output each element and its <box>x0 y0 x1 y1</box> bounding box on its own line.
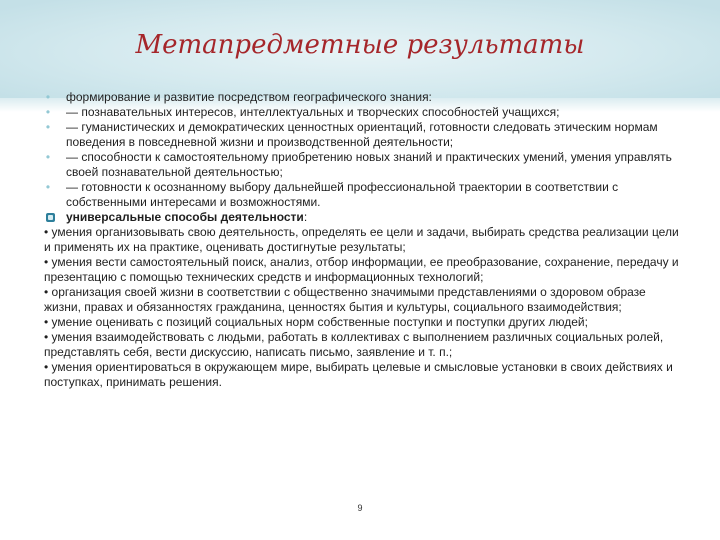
skill-item: • организация своей жизни в соответствии с общественно значимыми представлениями о здоровом образе жизни, правах и обязанностях гражданина, ценностях бытия и культуры, социального взаимодействия; <box>44 285 646 314</box>
skill-item: • умения ориентироваться в окружающем мире, выбирать целевые и смысловые установки в своих действиях и поступках, принимать решения. <box>44 360 673 389</box>
sub-item-text: — способности к самостоятельному приобретению новых знаний и практических умений, умения управлять своей познавательной деятельностью; <box>66 150 672 179</box>
intro-item <box>44 90 680 105</box>
section-heading-colon: : <box>303 210 308 224</box>
sub-item <box>44 105 680 120</box>
skill-item: • умения взаимодействовать с людьми, работать в коллективах с выполнением различных социальных ролей, представлять себя, вести дискуссию, написать письмо, заявление и т. п.; <box>44 330 664 359</box>
bullet-icon: • <box>45 120 51 134</box>
skill-item: • умение оценивать с позиций социальных норм собственные поступки и поступки других людей; <box>44 315 588 329</box>
slide-title: Метапредметные результаты <box>135 30 585 60</box>
intro-text: формирование и развитие посредством географического знания: <box>66 90 432 104</box>
bullet-icon: • <box>45 90 51 104</box>
sub-item-text: — познавательных интересов, интеллектуальных и творческих способностей учащихся; <box>66 105 560 119</box>
sub-item <box>44 180 680 210</box>
sub-item <box>44 120 680 150</box>
sub-item-text: — готовности к осознанному выбору дальнейшей профессиональной траектории в соответствии с собственными интересами и возможностями. <box>66 180 619 209</box>
bullet-icon: • <box>45 180 51 194</box>
sub-item <box>44 150 680 180</box>
bullet-icon: • <box>45 150 51 164</box>
section-heading-text: универсальные способы деятельности <box>66 210 304 224</box>
bullet-icon: • <box>45 105 51 119</box>
checkbox-bullet-icon <box>46 213 55 222</box>
page-number: 9 <box>357 503 363 513</box>
skill-item: • умения организовывать свою деятельность, определять ее цели и задачи, выбирать средства реализации цели и применять их на практике, оценивать достигнутые результаты; <box>44 225 679 254</box>
sub-item-text: — гуманистических и демократических ценностных ориентаций, готовности следовать этическим нормам поведения в повседневной жизни и производственной деятельности; <box>66 120 658 149</box>
slide-body <box>44 90 680 390</box>
section-heading <box>44 210 680 225</box>
skill-item: • умения вести самостоятельный поиск, анализ, отбор информации, ее преобразование, сохранение, передачу и презентацию с помощью технических средств и информационных технологий; <box>44 255 679 284</box>
